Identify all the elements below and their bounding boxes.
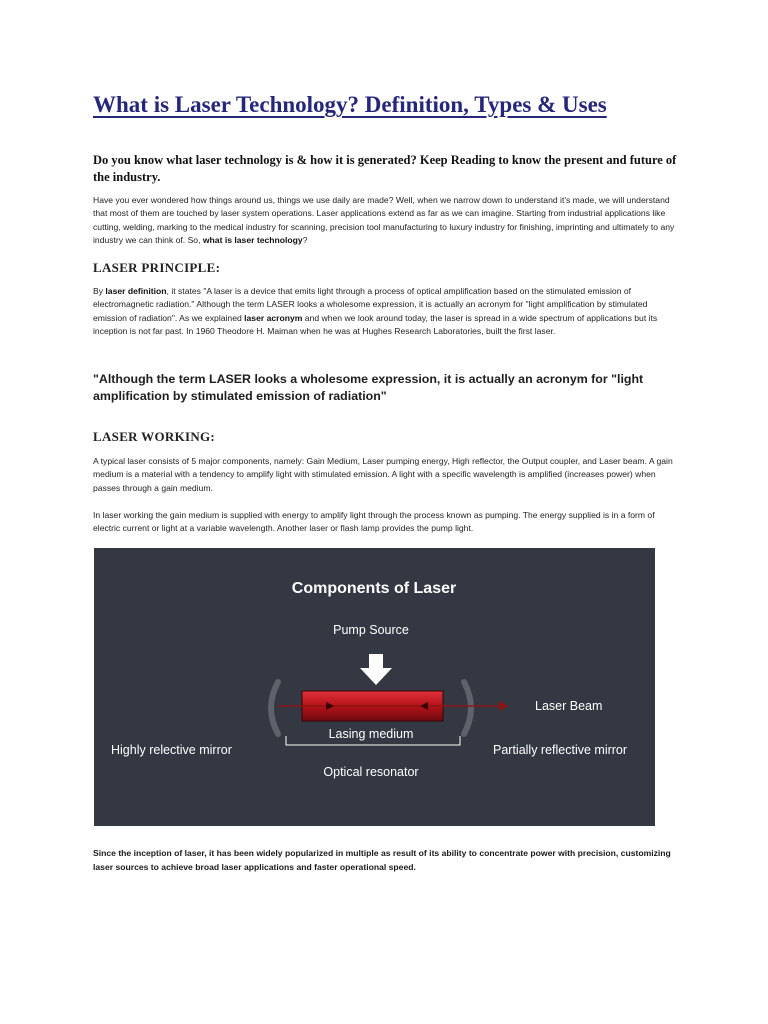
laser-components-diagram [94, 548, 655, 826]
principle-heading: LASER PRINCIPLE: [93, 260, 221, 275]
diagram-caption: Since the inception of laser, it has been widely popularized in multiple as result of its ability to concentrate power with precision, customizing laser sources to achieve broad laser applications and faster operational speed. [93, 848, 671, 872]
principle-text-mid: , it states "A laser is a device that emits light through a process of optical amplification based on the stimulated emission of electromagnetic radiation." Although the term LASER looks a wholesome expression, it is actually an acronym for "light amplification by stimulated emission of radiation". As we explained [93, 286, 648, 323]
laser-beam-label: Laser Beam [535, 699, 603, 713]
working-paragraph-1: A typical laser consists of 5 major components, namely: Gain Medium, Laser pumping energy, High reflector, the Output coupler, and Laser beam. A gain medium is a material with a tendency to amplify light with stimulated emission. A light with a specific wavelength is amplified (increases power) when passes through a gain medium. [93, 456, 673, 493]
diagram-title: Components of Laser [291, 580, 457, 597]
right-mirror-label: Partially reflective mirror [493, 743, 628, 757]
principle-paragraph [93, 285, 681, 339]
principle-text-start: By [93, 286, 106, 296]
working-heading: LASER WORKING: [93, 429, 216, 444]
pump-source-label: Pump Source [333, 623, 409, 637]
beam-output-arrow-icon [499, 701, 508, 711]
diagram-svg [94, 548, 655, 826]
pump-arrow-icon [360, 654, 392, 685]
intro-bold: what is laser technology [202, 235, 303, 246]
lasing-medium-label: Lasing medium [328, 727, 414, 741]
right-mirror-icon [464, 682, 471, 734]
lead-paragraph: Do you know what laser technology is & how it is generated? Keep Reading to know the present and future of the industry. [93, 153, 677, 184]
page-title: What is Laser Technology? Definition, Types & Uses [93, 92, 607, 117]
left-mirror-label: Highly relective mirror [111, 743, 232, 757]
intro-paragraph [93, 194, 681, 248]
intro-end: ? [302, 235, 308, 246]
principle-bold-acronym: laser acronym [244, 312, 303, 323]
intro-text: Have you ever wondered how things around us, things we use daily are made? Well, when we narrow down to understand it's made, we will understand that most of them are touched by laser system operations. Laser applications extend as far as we can imagine. Starting from industrial applications like cutting, welding, marking to the medical industry for scanning, precision tool manufacturing to luxury industry for finishing, imprinting and ultimately to any industry we can think of. So, [93, 195, 675, 246]
principle-text-end: and when we look around today, the laser is spread in a wide spectrum of applications but its inception is not far past. In 1960 Theodore H. Maiman when he was at Hughes Research Laboratories, built the first laser. [93, 312, 658, 337]
pull-quote: "Although the term LASER looks a wholesome expression, it is actually an acronym for "light amplification by stimulated emission of radiation" [93, 372, 644, 403]
optical-resonator-label: Optical resonator [323, 765, 419, 779]
left-mirror-icon [271, 682, 278, 734]
principle-bold-definition: laser definition [105, 286, 167, 296]
working-paragraph-2: In laser working the gain medium is supplied with energy to amplify light through the process known as pumping. The energy supplied is in a form of electric current or light at a variable wavelength. Another laser or flash lamp provides the pump light. [93, 510, 655, 534]
